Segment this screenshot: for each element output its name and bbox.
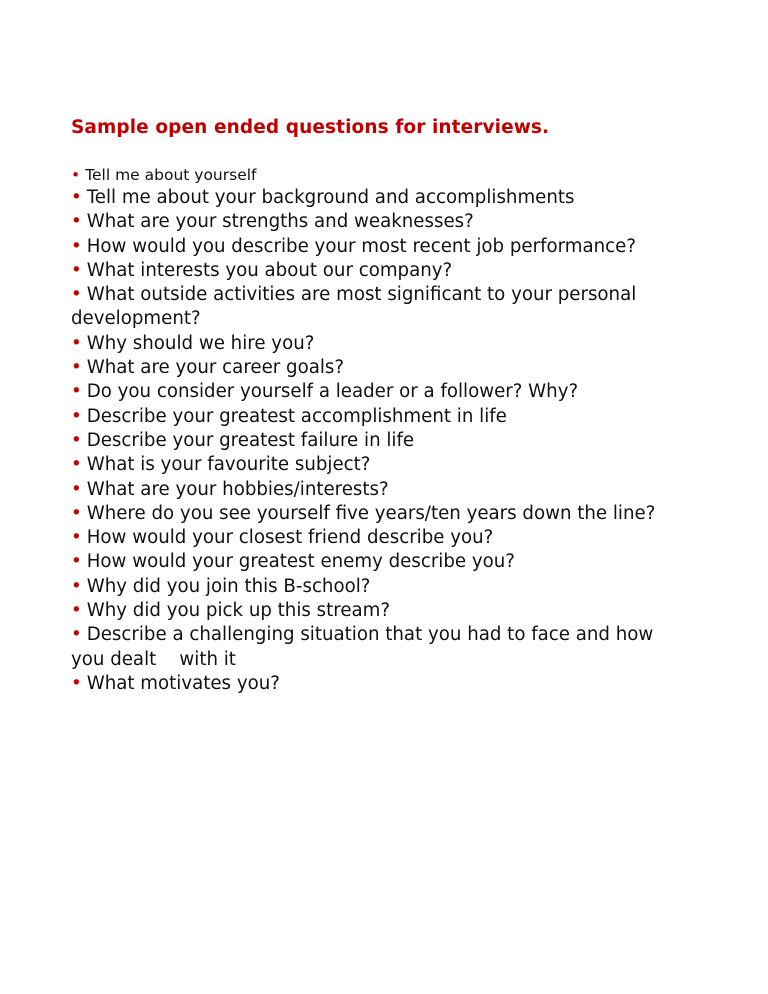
- bullet-icon: •: [71, 259, 82, 281]
- question-text: What interests you about our company?: [86, 259, 453, 281]
- list-item: [71, 380, 671, 404]
- question-text: Describe your greatest accomplishment in life: [86, 405, 507, 427]
- bullet-icon: •: [71, 284, 82, 306]
- list-item: [71, 210, 671, 234]
- list-item: [71, 526, 671, 550]
- list-item: [71, 429, 671, 453]
- question-text: Describe your greatest failure in life: [86, 429, 415, 451]
- bullet-icon: •: [71, 527, 82, 549]
- bullet-icon: •: [71, 551, 82, 573]
- list-item: [71, 283, 671, 332]
- question-text: Do you consider yourself a leader or a follower? Why?: [86, 381, 579, 403]
- bullet-icon: •: [71, 502, 82, 524]
- list-item: [71, 453, 671, 477]
- list-item: [71, 186, 671, 210]
- question-text: What outside activities are most significant to your personal development?: [71, 284, 643, 330]
- bullet-icon: •: [71, 211, 82, 233]
- question-text: What is your favourite subject?: [86, 454, 371, 476]
- question-text: What are your career goals?: [86, 357, 345, 379]
- question-text: What motivates you?: [86, 672, 280, 694]
- bullet-icon: •: [71, 187, 82, 208]
- document-page: [71, 114, 671, 696]
- list-item: [71, 550, 671, 574]
- bullet-icon: •: [71, 235, 82, 257]
- list-item: [71, 502, 671, 526]
- question-text: What are your strengths and weaknesses?: [86, 211, 474, 233]
- question-text: Why did you pick up this stream?: [86, 600, 391, 622]
- question-text: Describe a challenging situation that you had to face and how you dealt with it: [71, 624, 660, 670]
- question-text: Why did you join this B-school?: [86, 575, 371, 597]
- question-text: Tell me about your background and accomplishments: [86, 187, 575, 208]
- bullet-icon: •: [71, 381, 82, 403]
- list-item: [71, 356, 671, 380]
- bullet-icon: •: [71, 357, 82, 379]
- question-text: How would your closest friend describe you?: [86, 527, 494, 549]
- bullet-icon: •: [71, 600, 82, 622]
- bullet-icon: •: [71, 672, 82, 694]
- bullet-icon: •: [71, 454, 82, 476]
- list-item: [71, 623, 671, 672]
- bullet-icon: •: [71, 624, 82, 646]
- bullet-icon: •: [71, 332, 82, 354]
- question-text: What are your hobbies/interests?: [86, 478, 389, 500]
- list-item: [71, 478, 671, 502]
- list-item: [71, 332, 671, 356]
- list-item: [71, 575, 671, 599]
- question-text: Where do you see yourself five years/ten years down the line?: [86, 502, 656, 524]
- list-item: [71, 599, 671, 623]
- list-item: [71, 164, 671, 186]
- bullet-icon: •: [71, 405, 82, 427]
- bullet-icon: •: [71, 575, 82, 597]
- bullet-icon: •: [71, 478, 82, 500]
- document-title: Sample open ended questions for interviews.: [71, 117, 550, 138]
- list-item: [71, 672, 671, 696]
- question-text: How would your greatest enemy describe you?: [86, 551, 515, 573]
- bullet-icon: •: [71, 429, 82, 451]
- question-text: How would you describe your most recent job performance?: [86, 235, 636, 257]
- list-item: [71, 259, 671, 283]
- question-list: [71, 164, 671, 696]
- list-item: [71, 235, 671, 259]
- question-text: Tell me about yourself: [85, 166, 257, 184]
- question-text: Why should we hire you?: [86, 332, 315, 354]
- list-item: [71, 405, 671, 429]
- bullet-icon: •: [71, 166, 81, 184]
